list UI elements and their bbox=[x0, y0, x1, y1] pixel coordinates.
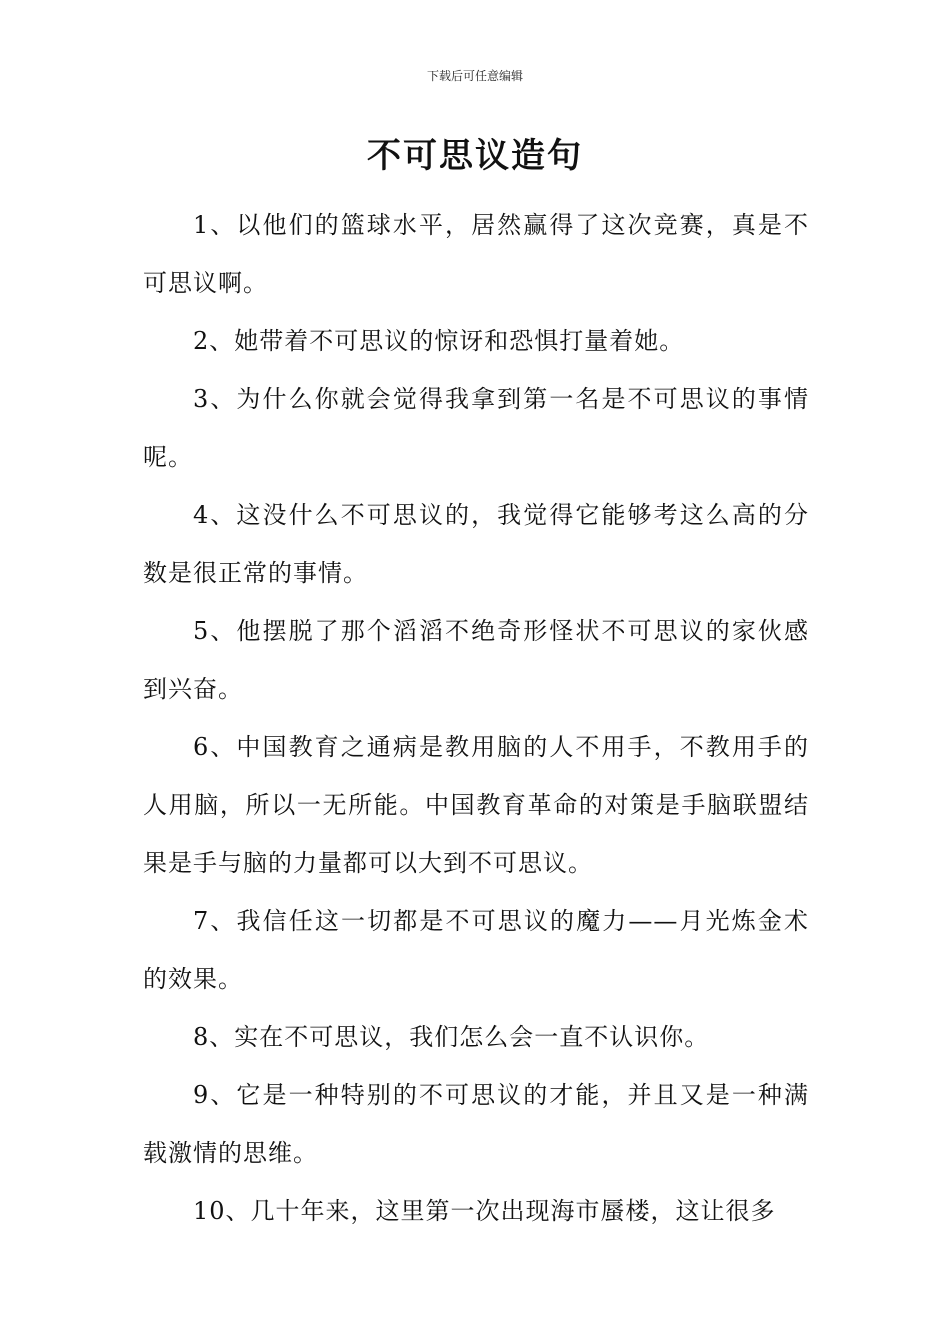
header-note: 下载后可任意编辑 bbox=[426, 69, 523, 83]
paragraph-3: 3、为什么你就会觉得我拿到第一名是不可思议的事情呢。 bbox=[143, 385, 809, 471]
document-body bbox=[143, 196, 809, 1240]
paragraph-6: 6、中国教育之通病是教用脑的人不用手，不教用手的人用脑，所以一无所能。中国教育革命的对策是手脑联盟结果是手与脑的力量都可以大到不可思议。 bbox=[143, 733, 809, 877]
paragraph-10: 10、几十年来，这里第一次出现海市蜃楼，这让很多 bbox=[193, 1197, 776, 1225]
paragraph-2: 2、她带着不可思议的惊讶和恐惧打量着她。 bbox=[193, 327, 685, 355]
paragraph-9: 9、它是一种特别的不可思议的才能，并且又是一种满载激情的思维。 bbox=[143, 1081, 809, 1167]
page-title: 不可思议造句 bbox=[367, 136, 583, 176]
paragraph-5: 5、他摆脱了那个滔滔不绝奇形怪状不可思议的家伙感到兴奋。 bbox=[143, 617, 809, 703]
paragraph-8: 8、实在不可思议，我们怎么会一直不认识你。 bbox=[193, 1023, 710, 1051]
paragraph-4: 4、这没什么不可思议的，我觉得它能够考这么高的分数是很正常的事情。 bbox=[143, 501, 809, 587]
paragraph-7: 7、我信任这一切都是不可思议的魔力——月光炼金术的效果。 bbox=[143, 907, 809, 993]
paragraph-1: 1、以他们的篮球水平，居然赢得了这次竞赛，真是不可思议啊。 bbox=[143, 211, 809, 297]
